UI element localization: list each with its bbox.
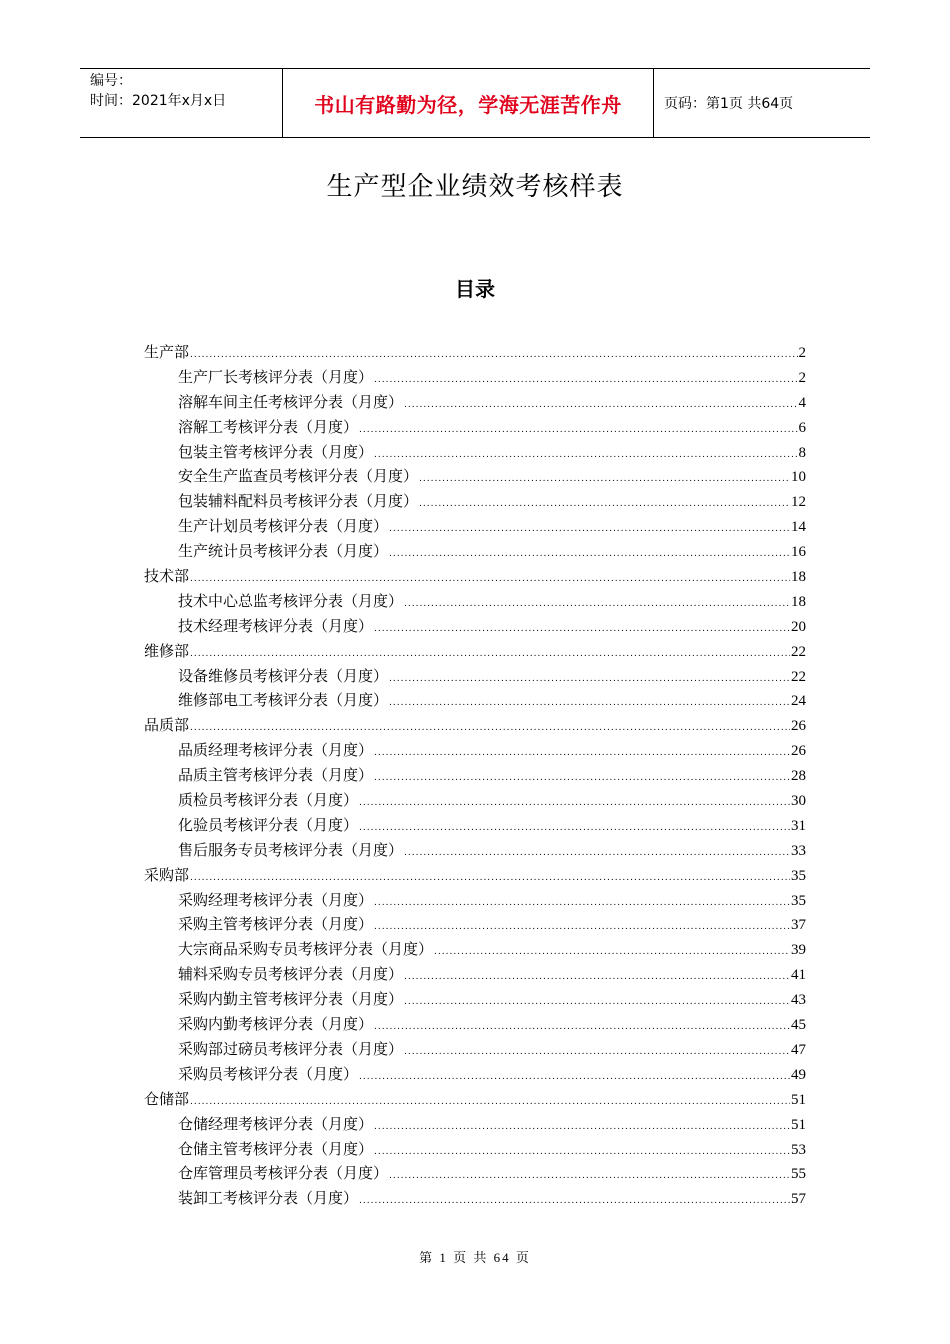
- toc-section-entry[interactable]: [144, 565, 806, 590]
- toc-entry-label: 维修部: [144, 641, 190, 660]
- toc-entry-page: 22: [791, 643, 806, 660]
- toc-dot-leader: [374, 922, 790, 932]
- toc-entry-label: 溶解车间主任考核评分表（月度）: [178, 392, 404, 411]
- toc-entry[interactable]: [144, 814, 806, 839]
- toc-dot-leader: [389, 524, 790, 534]
- toc-entry-label: 仓储部: [144, 1089, 190, 1108]
- toc-entry-label: 仓储主管考核评分表（月度）: [178, 1139, 374, 1158]
- toc-entry[interactable]: [144, 366, 806, 391]
- toc-entry-page: 2: [798, 345, 806, 361]
- toc-dot-leader: [190, 873, 790, 883]
- toc-section-entry[interactable]: [144, 1088, 806, 1113]
- toc-entry[interactable]: [144, 839, 806, 864]
- toc-dot-leader: [190, 350, 797, 360]
- toc-entry[interactable]: [144, 1113, 806, 1138]
- page-header: [80, 68, 870, 138]
- toc-entry-page: 14: [791, 519, 806, 536]
- toc-section-entry[interactable]: [144, 640, 806, 665]
- toc-entry-page: 37: [791, 917, 806, 934]
- document-time-label: 时间：2021年x月x日: [90, 93, 227, 109]
- toc-entry-label: 安全生产监查员考核评分表（月度）: [178, 467, 419, 486]
- toc-entry-label: 维修部电工考核评分表（月度）: [178, 691, 389, 710]
- toc-entry[interactable]: [144, 416, 806, 441]
- toc-section-entry[interactable]: [144, 864, 806, 889]
- toc-dot-leader: [389, 698, 790, 708]
- toc-entry[interactable]: [144, 689, 806, 714]
- toc-dot-leader: [374, 898, 790, 908]
- toc-entry[interactable]: [144, 465, 806, 490]
- toc-dot-leader: [404, 848, 790, 858]
- toc-dot-leader: [404, 1047, 790, 1057]
- toc-entry-label: 采购员考核评分表（月度）: [178, 1064, 359, 1083]
- toc-entry-label: 品质经理考核评分表（月度）: [178, 741, 374, 760]
- toc-entry-label: 采购部: [144, 865, 190, 884]
- toc-dot-leader: [374, 1147, 790, 1157]
- toc-entry-label: 售后服务专员考核评分表（月度）: [178, 840, 404, 859]
- toc-entry[interactable]: [144, 391, 806, 416]
- page-footer: 第 1 页 共 64 页: [419, 1250, 531, 1265]
- header-motto: 书山有路勤为径，学海无涯苦作舟: [282, 69, 654, 137]
- toc-dot-leader: [389, 1171, 790, 1181]
- toc-dot-leader: [374, 624, 790, 634]
- toc-entry-page: 55: [791, 1166, 806, 1183]
- toc-entry[interactable]: [144, 1038, 806, 1063]
- toc-entry-label: 生产部: [144, 343, 190, 361]
- toc-dot-leader: [374, 773, 790, 783]
- toc-entry-label: 采购内勤主管考核评分表（月度）: [178, 990, 404, 1009]
- toc-dot-leader: [389, 674, 790, 684]
- toc-dot-leader: [404, 997, 790, 1007]
- toc-entry-page: 51: [791, 1116, 806, 1133]
- toc-entry-label: 品质主管考核评分表（月度）: [178, 766, 374, 785]
- toc-dot-leader: [359, 425, 797, 435]
- toc-entry-page: 18: [791, 593, 806, 610]
- toc-entry-label: 品质部: [144, 716, 190, 735]
- toc-dot-leader: [404, 599, 790, 609]
- toc-entry-page: 57: [791, 1191, 806, 1208]
- toc-dot-leader: [190, 649, 790, 659]
- toc-entry-page: 45: [791, 1017, 806, 1034]
- toc-section-entry[interactable]: [144, 341, 806, 366]
- toc-entry[interactable]: [144, 764, 806, 789]
- toc-entry-label: 包装辅料配料员考核评分表（月度）: [178, 492, 419, 511]
- toc-entry-page: 28: [791, 768, 806, 785]
- toc-dot-leader: [374, 1022, 790, 1032]
- toc-entry[interactable]: [144, 590, 806, 615]
- toc-entry-page: 12: [791, 494, 806, 511]
- toc-entry-label: 技术部: [144, 567, 190, 586]
- toc-entry-label: 质检员考核评分表（月度）: [178, 791, 359, 810]
- toc-entry-page: 30: [791, 793, 806, 810]
- toc-entry-page: 33: [791, 842, 806, 859]
- toc-entry-label: 采购主管考核评分表（月度）: [178, 915, 374, 934]
- toc-entry[interactable]: [144, 615, 806, 640]
- toc-dot-leader: [374, 1122, 790, 1132]
- toc-entry-page: 35: [791, 867, 806, 884]
- toc-heading: 目录: [455, 277, 495, 301]
- toc-entry-page: 39: [791, 942, 806, 959]
- toc-dot-leader: [359, 1072, 790, 1082]
- toc-entry[interactable]: [144, 490, 806, 515]
- table-of-contents: [144, 341, 806, 1212]
- toc-entry-label: 生产厂长考核评分表（月度）: [178, 367, 374, 386]
- toc-entry[interactable]: [144, 665, 806, 690]
- toc-entry[interactable]: [144, 889, 806, 914]
- toc-entry[interactable]: [144, 1162, 806, 1187]
- toc-entry[interactable]: [144, 963, 806, 988]
- toc-entry[interactable]: [144, 1187, 806, 1212]
- toc-entry-page: 43: [791, 992, 806, 1009]
- toc-entry-label: 装卸工考核评分表（月度）: [178, 1189, 359, 1208]
- toc-entry-page: 22: [791, 668, 806, 685]
- toc-dot-leader: [359, 798, 790, 808]
- toc-entry-label: 溶解工考核评分表（月度）: [178, 417, 359, 436]
- toc-entry[interactable]: [144, 789, 806, 814]
- toc-entry-label: 仓储经理考核评分表（月度）: [178, 1114, 374, 1133]
- document-number-label: 编号：: [90, 73, 132, 89]
- toc-entry-label: 辅料采购专员考核评分表（月度）: [178, 965, 404, 984]
- toc-entry-page: 20: [791, 618, 806, 635]
- toc-entry[interactable]: [144, 739, 806, 764]
- toc-dot-leader: [190, 1097, 790, 1107]
- toc-entry-label: 采购经理考核评分表（月度）: [178, 890, 374, 909]
- toc-entry-label: 化验员考核评分表（月度）: [178, 815, 359, 834]
- toc-dot-leader: [404, 972, 790, 982]
- toc-entry-page: 47: [791, 1041, 806, 1058]
- toc-section-entry[interactable]: [144, 714, 806, 739]
- header-page-info: 页码：第1页 共64页: [664, 96, 794, 112]
- toc-entry-page: 16: [791, 544, 806, 561]
- toc-entry[interactable]: [144, 441, 806, 466]
- toc-entry-page: 31: [791, 817, 806, 834]
- toc-dot-leader: [374, 748, 790, 758]
- toc-entry-label: 采购部过磅员考核评分表（月度）: [178, 1039, 404, 1058]
- toc-entry[interactable]: [144, 913, 806, 938]
- document-title: 生产型企业绩效考核样表: [326, 172, 624, 202]
- toc-entry[interactable]: [144, 988, 806, 1013]
- toc-entry-label: 生产统计员考核评分表（月度）: [178, 542, 389, 561]
- toc-entry-page: 26: [791, 743, 806, 760]
- toc-entry-label: 包装主管考核评分表（月度）: [178, 442, 374, 461]
- toc-entry-page: 10: [791, 469, 806, 486]
- toc-dot-leader: [419, 474, 790, 484]
- toc-entry[interactable]: [144, 515, 806, 540]
- toc-entry-label: 采购内勤考核评分表（月度）: [178, 1015, 374, 1034]
- toc-dot-leader: [359, 1196, 790, 1206]
- toc-entry-page: 4: [798, 394, 806, 411]
- toc-entry-page: 8: [798, 444, 806, 461]
- toc-entry[interactable]: [144, 1013, 806, 1038]
- toc-dot-leader: [389, 549, 790, 559]
- toc-dot-leader: [359, 823, 790, 833]
- toc-entry-page: 35: [791, 892, 806, 909]
- toc-dot-leader: [374, 375, 797, 385]
- toc-entry[interactable]: [144, 1063, 806, 1088]
- toc-entry-label: 仓库管理员考核评分表（月度）: [178, 1164, 389, 1183]
- toc-entry-page: 53: [791, 1141, 806, 1158]
- toc-entry[interactable]: [144, 540, 806, 565]
- toc-dot-leader: [419, 499, 790, 509]
- toc-entry-label: 设备维修员考核评分表（月度）: [178, 666, 389, 685]
- toc-entry-page: 24: [791, 693, 806, 710]
- toc-entry[interactable]: [144, 938, 806, 963]
- header-meta: [80, 69, 282, 137]
- toc-entry-page: 49: [791, 1066, 806, 1083]
- toc-entry-page: 51: [791, 1091, 806, 1108]
- toc-entry-page: 41: [791, 967, 806, 984]
- toc-entry-page: 6: [798, 419, 806, 436]
- toc-dot-leader: [404, 400, 797, 410]
- toc-entry-page: 26: [791, 718, 806, 735]
- toc-dot-leader: [190, 723, 790, 733]
- toc-entry-label: 技术中心总监考核评分表（月度）: [178, 591, 404, 610]
- toc-entry-label: 技术经理考核评分表（月度）: [178, 616, 374, 635]
- toc-entry-page: 2: [798, 369, 806, 386]
- toc-entry-label: 生产计划员考核评分表（月度）: [178, 517, 389, 536]
- toc-dot-leader: [374, 450, 797, 460]
- toc-entry-label: 大宗商品采购专员考核评分表（月度）: [178, 940, 434, 959]
- toc-entry-page: 18: [791, 569, 806, 586]
- toc-dot-leader: [434, 947, 790, 957]
- toc-dot-leader: [190, 574, 790, 584]
- toc-entry[interactable]: [144, 1138, 806, 1163]
